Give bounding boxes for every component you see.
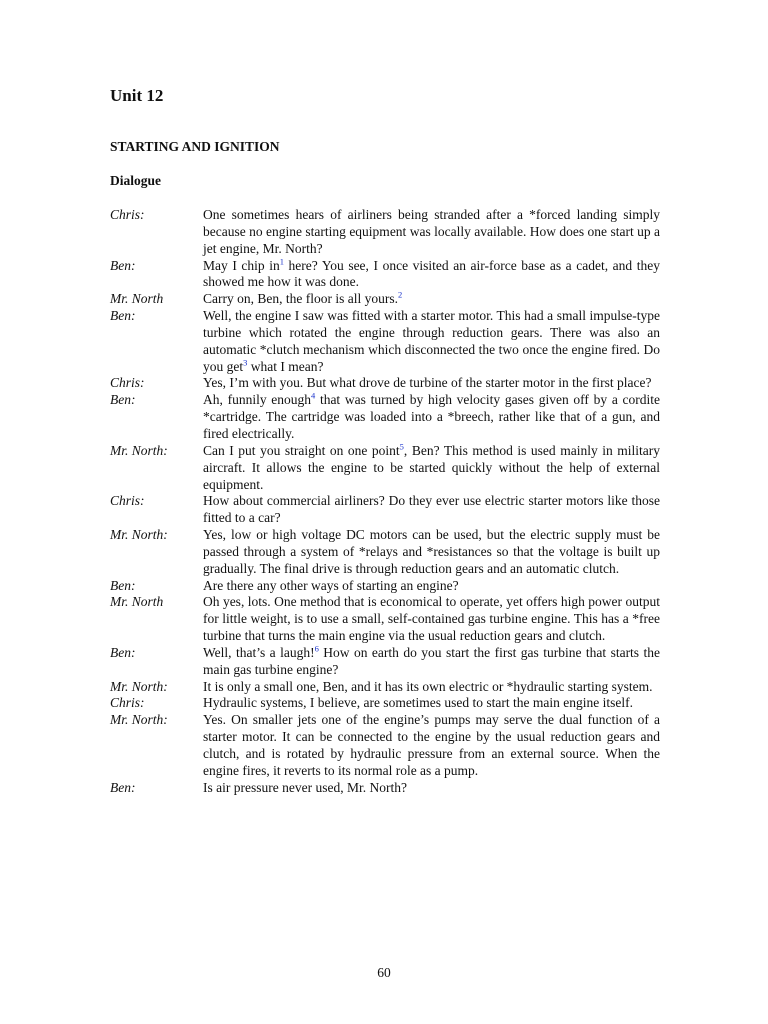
speech-segment: How on earth do you start the first gas turbine that starts the main gas turbine engine? <box>203 644 660 677</box>
dialogue-turn <box>110 375 660 392</box>
speaker-name: Ben: <box>110 308 136 324</box>
speech-text <box>203 291 660 308</box>
speech-segment: How about commercial airliners? Do they ever use electric starter motors like those fitted to a car? <box>203 493 660 526</box>
speaker-name: Ben: <box>110 577 136 593</box>
footnote-marker: 2 <box>397 289 403 300</box>
dialogue-turn <box>110 679 660 696</box>
speech-segment: May I chip in <box>203 257 280 273</box>
speaker-name: Chris: <box>110 207 145 222</box>
subsection-title: Dialogue <box>110 173 162 188</box>
dialogue-turn <box>110 780 660 797</box>
speech-segment: Yes, I’m with you. But what drove de turbine of the starter motor in the first place? <box>203 375 652 391</box>
speech-segment: Yes, low or high voltage DC motors can be used, but the electric supply must be passed through a system of *relays and *resistances so that the voltage is built up gradually. The final drive is through reduction gears and an automatic clutch. <box>203 527 660 576</box>
speech-text <box>203 258 660 292</box>
speaker-name: Ben: <box>110 392 136 408</box>
speaker-name: Chris: <box>110 493 145 509</box>
footnote-marker: 3 <box>243 357 248 368</box>
dialogue-turn <box>110 443 660 494</box>
speech-text <box>203 392 660 443</box>
dialogue <box>110 207 660 797</box>
speech-segment: Is air pressure never used, Mr. North? <box>203 779 407 795</box>
speech-text <box>203 594 660 645</box>
speaker-name: Mr. North <box>110 291 164 307</box>
speech-segment: Ah, funnily enough <box>203 392 311 408</box>
speaker-name: Mr. North: <box>110 678 168 694</box>
dialogue-turn <box>110 645 660 679</box>
speech-segment: It is only a small one, Ben, and it has its own electric or *hydraulic starting system. <box>203 678 653 694</box>
speech-text <box>203 679 660 696</box>
speech-text <box>203 780 660 797</box>
dialogue-turn <box>110 594 660 645</box>
dialogue-turn <box>110 392 660 443</box>
footnote-marker: 4 <box>311 390 316 401</box>
dialogue-turn <box>110 207 660 258</box>
speech-segment: One sometimes hears of airliners being stranded after a *forced landing simply because no engine starting equipment was locally available. How does one start up a jet engine, Mr. North? <box>203 207 660 256</box>
speech-segment: , Ben? This method is used mainly in military aircraft. It allows the engine to be started quickly without the help of external equipment. <box>203 442 660 492</box>
dialogue-turn <box>110 695 660 712</box>
dialogue-turn <box>110 527 660 578</box>
speech-text <box>203 375 660 392</box>
dialogue-turn <box>110 308 660 375</box>
speaker-name: Mr. North: <box>110 712 168 728</box>
unit-title: Unit 12 <box>110 86 164 105</box>
speech-segment: Yes. On smaller jets one of the engine’s pumps may serve the dual function of a starter motor. It can be connected to the engine by the usual reduction gears and clutch, and is rotated by hydraulic pressure from an external source. When the engine fires, it reverts to its normal role as a pump. <box>203 712 660 778</box>
speech-text <box>203 493 660 527</box>
dialogue-turn <box>110 291 660 308</box>
section-title: STARTING AND IGNITION <box>110 139 280 154</box>
speech-segment: Are there any other ways of starting an engine? <box>203 577 459 593</box>
speaker-name: Chris: <box>110 375 145 391</box>
speech-segment: that was turned by high velocity gases given off by a cordite *cartridge. The cartridge was loaded into a *breech, rather like that of a gun, and fired electrically. <box>203 392 660 441</box>
speaker-name: Mr. North: <box>110 442 168 458</box>
speech-text <box>203 527 660 578</box>
speech-segment: what I mean? <box>247 358 324 374</box>
dialogue-turn <box>110 712 660 779</box>
footnote-marker: 1 <box>279 256 284 267</box>
speech-segment: Hydraulic systems, I believe, are sometimes used to start the main engine itself. <box>203 695 634 711</box>
footnote-marker: 5 <box>399 441 404 452</box>
dialogue-turn <box>110 258 660 292</box>
speaker-name: Ben: <box>110 257 136 273</box>
speech-segment: Oh yes, lots. One method that is economical to operate, yet offers high power output for little weight, is to use a small, self-contained gas turbine engine. This has a *free turbine that turns the main engine via the usual reduction gears and clutch. <box>203 594 660 644</box>
speech-text <box>203 443 660 494</box>
speech-text <box>203 207 660 258</box>
speech-text <box>203 578 660 595</box>
speaker-name: Ben: <box>110 644 136 660</box>
speech-segment: Carry on, Ben, the floor is all yours. <box>203 291 398 307</box>
speech-segment: Well, that’s a laugh! <box>203 644 315 660</box>
speech-text <box>203 308 660 375</box>
speaker-name: Chris: <box>110 695 145 711</box>
dialogue-turn <box>110 578 660 595</box>
speech-segment: here? You see, I once visited an air-force base as a cadet, and they showed me how it was done. <box>203 257 660 290</box>
speech-text <box>203 695 660 712</box>
footnote-marker: 6 <box>314 643 319 654</box>
dialogue-turn <box>110 493 660 527</box>
speech-text <box>203 712 660 779</box>
page-number: 60 <box>377 965 391 980</box>
speaker-name: Mr. North <box>110 594 164 610</box>
speaker-name: Mr. North: <box>110 527 168 543</box>
speech-text <box>203 645 660 679</box>
speech-segment: Well, the engine I saw was fitted with a starter motor. This had a small impulse-type turbine which rotated the engine through reduction gears. There was also an automatic *clutch mechanism which disconnected the two once the engine fired. Do you get <box>203 308 660 374</box>
speaker-name: Ben: <box>110 779 136 795</box>
speech-segment: Can I put you straight on one point <box>203 442 400 458</box>
